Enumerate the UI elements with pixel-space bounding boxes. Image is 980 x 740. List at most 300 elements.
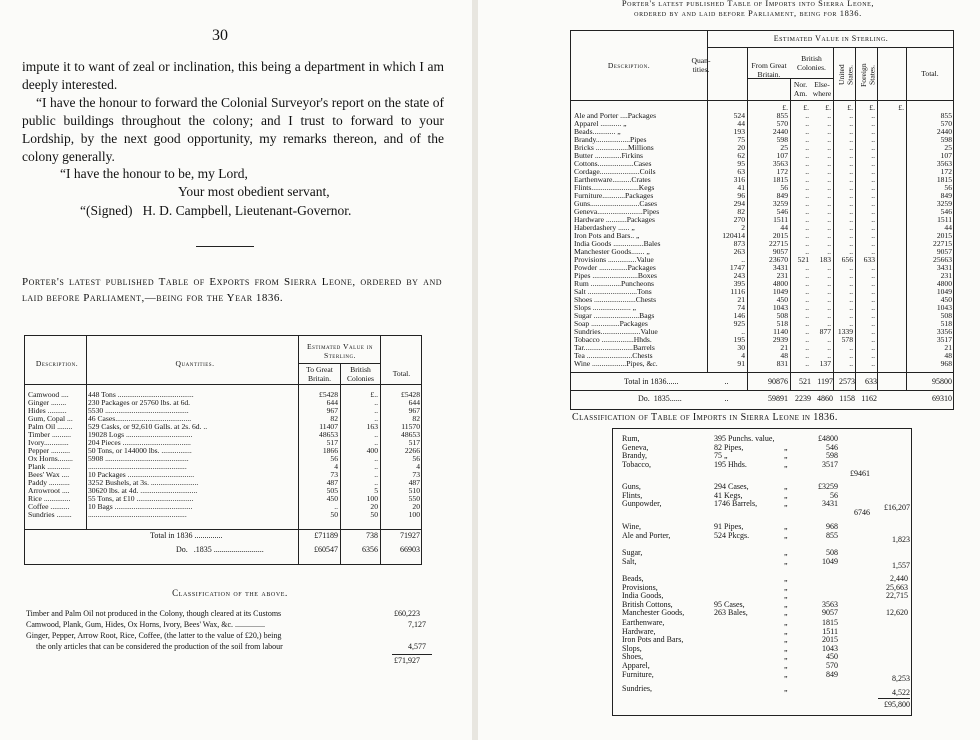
export-quantity: .................................................... <box>88 463 187 471</box>
import-value-total: 570 <box>940 120 952 128</box>
table-row <box>572 256 954 264</box>
table-row <box>26 479 422 487</box>
classification-item-name: Furniture, <box>622 669 654 679</box>
import-value-us: .. <box>849 304 853 312</box>
import-value-total: 3431 <box>936 264 952 272</box>
table-row <box>572 264 954 272</box>
import-value-nor-am: .. <box>805 296 809 304</box>
import-value-gb: 21 <box>780 344 788 352</box>
import-value-us: .. <box>849 224 853 232</box>
import-description: Manchester Goods....... „ <box>574 248 650 256</box>
export-value-gb: 50 <box>330 511 338 519</box>
classification-ditto-mark: „ <box>784 482 788 491</box>
import-value-gb: 518 <box>776 320 788 328</box>
import-value-foreign: .. <box>871 120 875 128</box>
imports-total-na: 521 <box>799 377 811 386</box>
import-value-elsewhere: .. <box>827 264 831 272</box>
classification-item-name: Tobacco, <box>622 459 651 469</box>
exports-header-description: Description. <box>35 359 79 368</box>
classification-ditto-mark: „ <box>784 499 788 509</box>
import-value-foreign: .. <box>871 344 875 352</box>
import-value-gb: 849 <box>776 192 788 200</box>
import-value-elsewhere: .. <box>827 248 831 256</box>
export-quantity: 230 Packages or 25760 lbs. at 6d. <box>88 399 191 407</box>
export-description: Palm Oil ........ <box>28 423 73 431</box>
export-value-bc: .. <box>374 415 378 423</box>
import-value-elsewhere: .. <box>827 320 831 328</box>
imports-total-us: 2573 <box>839 377 855 386</box>
import-quantity: 294 <box>733 200 745 208</box>
import-value-elsewhere: 877 <box>819 328 831 336</box>
import-quantity: 873 <box>733 240 745 248</box>
import-value-us: .. <box>849 168 853 176</box>
import-value-gb: 1049 <box>772 288 788 296</box>
currency-symbol: £. <box>803 104 809 112</box>
letter-closing: Your most obedient servant, <box>178 184 330 199</box>
import-value-nor-am: .. <box>805 152 809 160</box>
classification-ditto-mark: „ <box>784 599 788 609</box>
import-value-us: .. <box>849 192 853 200</box>
import-value-elsewhere: .. <box>827 128 831 136</box>
import-value-gb: 48 <box>780 352 788 360</box>
classification-ditto-mark: „ <box>784 608 788 618</box>
import-value-elsewhere: .. <box>827 240 831 248</box>
import-value-total: 1043 <box>936 304 952 312</box>
classification-item-name: Geneva, <box>622 442 649 452</box>
imports-header-quantities: Quan-tities. <box>691 56 711 74</box>
export-value-total: 967 <box>408 407 420 415</box>
import-value-nor-am: .. <box>805 232 809 240</box>
imports-prev-gb: 59891 <box>768 394 788 403</box>
table-row <box>572 352 954 360</box>
export-value-total: 517 <box>408 439 420 447</box>
exports-header-quantities: Quantities. <box>175 359 215 368</box>
import-value-gb: 2440 <box>772 128 788 136</box>
classification-item-quantity: 91 Pipes, <box>714 522 744 531</box>
import-description: Provisions ...............Value <box>574 256 654 264</box>
export-value-total: 4 <box>416 463 420 471</box>
export-value-bc: .. <box>374 399 378 407</box>
import-value-total: 22715 <box>933 240 952 248</box>
import-value-nor-am: .. <box>805 128 809 136</box>
export-value-gb: 967 <box>326 407 338 415</box>
export-value-total: 2266 <box>404 447 420 455</box>
import-value-total: 107 <box>940 152 952 160</box>
exports-total-bc: 738 <box>366 531 378 540</box>
table-row <box>26 415 422 423</box>
import-spacer <box>877 256 906 264</box>
classification-item-name: Wine, <box>622 522 642 531</box>
import-value-foreign: .. <box>871 144 875 152</box>
letter-paragraph-1: impute it to want of zeal or inclination, this being a department in which I am deeply interested. <box>22 59 444 92</box>
classification-ditto-mark: „ <box>784 548 788 557</box>
import-value-nor-am: .. <box>805 288 809 296</box>
classification-item-name: Hardware, <box>622 626 656 636</box>
export-quantity: 50 Tons, or 144000 lbs. ................ <box>88 447 192 455</box>
export-value-bc: 50 <box>370 511 378 519</box>
import-quantity: 30 <box>737 344 745 352</box>
import-value-foreign: .. <box>871 320 875 328</box>
import-value-us: .. <box>849 120 853 128</box>
import-value-foreign: .. <box>871 296 875 304</box>
export-value-total: 100 <box>408 511 420 519</box>
import-quantity: 4 <box>741 352 745 360</box>
import-value-us: .. <box>849 112 853 120</box>
import-value-gb: 107 <box>776 152 788 160</box>
import-description: Shoes ......................Chests <box>574 296 657 304</box>
classification-item-name: Iron Pots and Bars, <box>622 635 684 645</box>
import-spacer <box>877 224 906 232</box>
import-value-nor-am: .. <box>805 264 809 272</box>
imports-total-total: 95800 <box>932 377 952 386</box>
classification-value-4: 4,577 <box>408 642 426 651</box>
export-quantity: 204 Pieces .................................... <box>88 439 191 447</box>
import-value-gb: 3259 <box>772 200 788 208</box>
classification-ditto-mark: „ <box>784 661 788 670</box>
import-value-elsewhere: .. <box>827 312 831 320</box>
import-value-total: 1049 <box>936 288 952 296</box>
import-value-foreign: .. <box>871 184 875 192</box>
import-description: Slops .................... „ <box>574 304 637 312</box>
import-description: Furniture............Packages <box>574 192 654 200</box>
table-row <box>572 112 954 120</box>
import-spacer <box>877 280 906 288</box>
import-quantity: 95 <box>737 160 745 168</box>
import-value-us: .. <box>849 320 853 328</box>
export-value-bc: £.. <box>370 391 378 399</box>
classification-line-2: Camwood, Plank, Gum, Hides, Ox Horns, Ivory, Bees' Wax, &c. ............... <box>26 620 265 629</box>
classification-item-name: India Goods, <box>622 591 664 601</box>
classification-item-value: £3259 <box>818 482 838 491</box>
imports-prev-qty: .. <box>724 394 729 403</box>
export-value-bc: .. <box>374 455 378 463</box>
import-value-total: 172 <box>940 168 952 176</box>
table-row <box>26 511 422 519</box>
classification-ditto-mark: „ <box>784 556 788 566</box>
table-row <box>572 192 954 200</box>
export-value-gb: 644 <box>326 399 338 407</box>
import-value-us: .. <box>849 232 853 240</box>
classification-ditto-mark: „ <box>784 626 788 636</box>
export-value-gb: 11407 <box>319 423 338 431</box>
table-row <box>26 439 422 447</box>
imports-header-from-gb: From Great Britain. <box>751 61 787 79</box>
import-value-nor-am: .. <box>805 344 809 352</box>
export-value-gb: £5428 <box>319 391 338 399</box>
export-value-total: 73 <box>412 471 420 479</box>
import-value-total: 3563 <box>936 160 952 168</box>
import-quantity: 193 <box>733 128 745 136</box>
exports-total-gb: £71189 <box>314 531 338 540</box>
classification-item-value: 9057 <box>822 608 838 618</box>
classification-item-name: Slops, <box>622 643 642 653</box>
import-spacer <box>877 168 906 176</box>
import-quantity: 146 <box>733 312 745 320</box>
import-value-nor-am: .. <box>805 320 809 328</box>
classification-item-value: 1049 <box>822 556 838 566</box>
table-row <box>572 200 954 208</box>
classification-group-value: 12,620 <box>886 608 908 618</box>
import-description: Butter ..............Firkins <box>574 152 643 160</box>
import-spacer <box>877 192 906 200</box>
import-value-gb: 831 <box>776 360 788 368</box>
currency-symbol: £. <box>869 104 875 112</box>
table-row <box>572 232 954 240</box>
import-quantity: 75 <box>737 136 745 144</box>
import-value-foreign: .. <box>871 336 875 344</box>
exports-prev-gb: £60547 <box>314 545 338 554</box>
table-row <box>572 360 954 368</box>
imports-total-label: Total in 1836...... <box>624 377 679 386</box>
import-value-gb: 1815 <box>772 176 788 184</box>
imports-header-total: Total. <box>921 69 939 78</box>
import-value-total: 1815 <box>936 176 952 184</box>
imports-total-gb: 90876 <box>768 377 788 386</box>
table-row <box>26 503 422 511</box>
import-quantity: .. <box>741 328 745 336</box>
import-spacer <box>877 128 906 136</box>
export-description: Ginger ........ <box>28 399 67 407</box>
import-description: Salt ..........................Tons <box>574 288 652 296</box>
classification-item-quantity: 41 Kegs, <box>714 490 743 500</box>
import-value-us: .. <box>849 360 853 368</box>
import-value-us: .. <box>849 296 853 304</box>
imports-header-estimated: Estimated Value in Sterling. <box>773 34 889 43</box>
imports-header-united-states: United States. <box>837 64 855 86</box>
classification-ditto-mark: „ <box>784 530 788 540</box>
import-description: Sugar ........................Bags <box>574 312 655 320</box>
import-spacer <box>877 352 906 360</box>
table-row <box>572 224 954 232</box>
table-row <box>26 471 422 479</box>
imports-header-elsewhere: Else-where <box>812 80 832 98</box>
classification-ditto-mark: „ <box>784 618 788 627</box>
import-spacer <box>877 136 906 144</box>
classification-item-quantity: 395 Punchs. value, <box>714 434 775 443</box>
import-spacer <box>877 160 906 168</box>
import-value-gb: 9057 <box>772 248 788 256</box>
import-value-foreign: .. <box>871 224 875 232</box>
table-row <box>26 463 422 471</box>
import-value-total: 25 <box>944 144 952 152</box>
export-value-gb: 505 <box>326 487 338 495</box>
import-value-total: 855 <box>940 112 952 120</box>
import-value-us: .. <box>849 288 853 296</box>
import-value-gb: 231 <box>776 272 788 280</box>
export-description: Paddy ........... <box>28 479 70 487</box>
import-value-foreign: .. <box>871 136 875 144</box>
export-quantity: 30620 lbs. at 4d. .............................. <box>88 487 198 495</box>
export-value-bc: 163 <box>366 423 378 431</box>
import-quantity: 63 <box>737 168 745 176</box>
import-value-total: 231 <box>940 272 952 280</box>
import-value-gb: 2939 <box>772 336 788 344</box>
import-value-gb: 598 <box>776 136 788 144</box>
import-value-nor-am: .. <box>805 136 809 144</box>
export-value-total: 510 <box>408 487 420 495</box>
import-value-us: .. <box>849 264 853 272</box>
export-description: Pepper .......... <box>28 447 70 455</box>
import-value-gb: 44 <box>780 224 788 232</box>
import-spacer <box>877 184 906 192</box>
import-value-nor-am: .. <box>805 216 809 224</box>
export-value-bc: .. <box>374 471 378 479</box>
import-value-us: .. <box>849 280 853 288</box>
import-value-foreign: .. <box>871 200 875 208</box>
import-value-elsewhere: .. <box>827 296 831 304</box>
export-value-total: 11570 <box>401 423 420 431</box>
import-spacer <box>877 272 906 280</box>
imports-table <box>572 104 954 368</box>
import-quantity: 263 <box>733 248 745 256</box>
classification-item-value: 546 <box>826 442 838 452</box>
import-value-gb: 23670 <box>769 256 788 264</box>
import-value-foreign: 633 <box>863 256 875 264</box>
import-value-total: 3259 <box>936 200 952 208</box>
classification-item-value: 56 <box>830 490 838 500</box>
import-quantity: 82 <box>737 208 745 216</box>
table-row <box>26 399 422 407</box>
table-row <box>572 136 954 144</box>
imports-total-fs: 633 <box>865 377 877 386</box>
table-row <box>572 176 954 184</box>
import-quantity: 270 <box>733 216 745 224</box>
export-value-bc: .. <box>374 431 378 439</box>
imports-title-line-2: ordered by and laid before Parliament, being for 1836. <box>634 8 862 18</box>
classification-item-value: 598 <box>826 451 838 461</box>
imports-header-description: Description. <box>607 61 651 70</box>
import-value-nor-am: .. <box>805 240 809 248</box>
import-value-gb: 4800 <box>772 280 788 288</box>
table-row <box>572 296 954 304</box>
classification-item-quantity: 195 Hhds. <box>714 459 747 469</box>
import-quantity: 91 <box>737 360 745 368</box>
import-value-us: 656 <box>841 256 853 264</box>
export-description: Ox Horns........ <box>28 455 73 463</box>
import-value-nor-am: 521 <box>797 256 809 264</box>
import-value-gb: 2015 <box>772 232 788 240</box>
classification-item-value: 3517 <box>822 459 838 469</box>
table-row <box>572 144 954 152</box>
classification-item-quantity: 75 „ <box>714 451 728 461</box>
import-value-total: 2015 <box>936 232 952 240</box>
classification-item-name: Shoes, <box>622 652 644 662</box>
import-value-nor-am: .. <box>805 272 809 280</box>
import-value-nor-am: .. <box>805 168 809 176</box>
import-value-foreign: .. <box>871 128 875 136</box>
classification-ditto-mark: „ <box>784 684 788 693</box>
import-spacer <box>877 344 906 352</box>
export-value-gb: 517 <box>326 439 338 447</box>
import-quantity: .. <box>741 256 745 264</box>
import-value-elsewhere: .. <box>827 216 831 224</box>
export-description: Timber .......... <box>28 431 71 439</box>
import-value-foreign: .. <box>871 288 875 296</box>
classification-group-total: 4,522 <box>892 688 910 697</box>
import-value-total: 3356 <box>936 328 952 336</box>
classification-item-name: Rum, <box>622 434 640 443</box>
export-value-total: 20 <box>412 503 420 511</box>
classification-group-value: 25,663 <box>886 582 908 592</box>
classification-imports-title: Classification of Table of Imports in Sierra Leone in 1836. <box>572 412 838 423</box>
letter-signature: “(Signed) H. D. Campbell, Lieutenant-Governor. <box>80 203 352 218</box>
import-description: Haberdashery ...... „ <box>574 224 635 232</box>
classification-item-value: 968 <box>826 522 838 531</box>
classification-line-3: Ginger, Pepper, Arrow Root, Rice, Coffee, (the latter to the value of £20,) being <box>26 631 282 640</box>
import-value-nor-am: .. <box>805 360 809 368</box>
import-value-nor-am: .. <box>805 120 809 128</box>
export-quantity: 10 Packages ................................... <box>88 471 195 479</box>
classification-ditto-mark: „ <box>784 635 788 645</box>
classification-group-total: £16,207 <box>884 503 910 513</box>
currency-spacer <box>906 104 954 112</box>
classification-item-name: Gunpowder, <box>622 499 662 509</box>
export-value-bc: .. <box>374 479 378 487</box>
import-value-us: .. <box>849 248 853 256</box>
import-value-us: .. <box>849 344 853 352</box>
imports-prev-total: 69310 <box>932 394 952 403</box>
import-value-elsewhere: .. <box>827 208 831 216</box>
import-quantity: 1116 <box>730 288 745 296</box>
import-spacer <box>877 152 906 160</box>
table-row <box>572 152 954 160</box>
import-value-us: .. <box>849 184 853 192</box>
import-value-elsewhere: .. <box>827 272 831 280</box>
export-description: Hides .......... <box>28 407 67 415</box>
import-value-gb: 3563 <box>772 160 788 168</box>
import-value-elsewhere: .. <box>827 336 831 344</box>
currency-symbol: £. <box>825 104 831 112</box>
classification-ditto-mark: „ <box>784 459 788 469</box>
import-quantity: 21 <box>737 296 745 304</box>
import-value-total: 508 <box>940 312 952 320</box>
classification-item-name: Sugar, <box>622 548 643 557</box>
import-description: Beads............ „ <box>574 128 621 136</box>
classification-item-name: Guns, <box>622 482 641 491</box>
letter-paragraph-2: “I have the honour to forward the Colonial Surveyor's report on the state of public buildings throughout the colony; and I trust to forward to your Lordship, by the next good opportunity, my remarks thereon, and of the colony generally. <box>22 95 444 164</box>
export-value-total: 644 <box>408 399 420 407</box>
import-spacer <box>877 120 906 128</box>
import-quantity: 395 <box>733 280 745 288</box>
import-value-us: .. <box>849 240 853 248</box>
import-value-nor-am: .. <box>805 248 809 256</box>
export-value-gb: 48653 <box>319 431 338 439</box>
import-value-nor-am: .. <box>805 200 809 208</box>
import-description: Sundries.....................Value <box>574 328 658 336</box>
export-value-total: 550 <box>408 495 420 503</box>
table-row <box>26 447 422 455</box>
table-row <box>26 455 422 463</box>
import-quantity: 243 <box>733 272 745 280</box>
import-value-us: .. <box>849 312 853 320</box>
table-row <box>26 391 422 399</box>
import-value-total: 4800 <box>936 280 952 288</box>
import-value-total: 56 <box>944 184 952 192</box>
import-value-foreign: .. <box>871 240 875 248</box>
classification-item-name: Earthenware, <box>622 618 665 627</box>
import-description: Rum ................Puncheons <box>574 280 654 288</box>
import-value-total: 44 <box>944 224 952 232</box>
import-quantity: 44 <box>737 120 745 128</box>
import-description: Apparel ........... „ <box>574 120 627 128</box>
import-quantity: 41 <box>737 184 745 192</box>
import-value-nor-am: .. <box>805 336 809 344</box>
import-value-gb: 25 <box>780 144 788 152</box>
import-value-nor-am: .. <box>805 160 809 168</box>
import-value-gb: 1140 <box>773 328 788 336</box>
import-quantity: 2 <box>741 224 745 232</box>
import-value-total: 450 <box>940 296 952 304</box>
